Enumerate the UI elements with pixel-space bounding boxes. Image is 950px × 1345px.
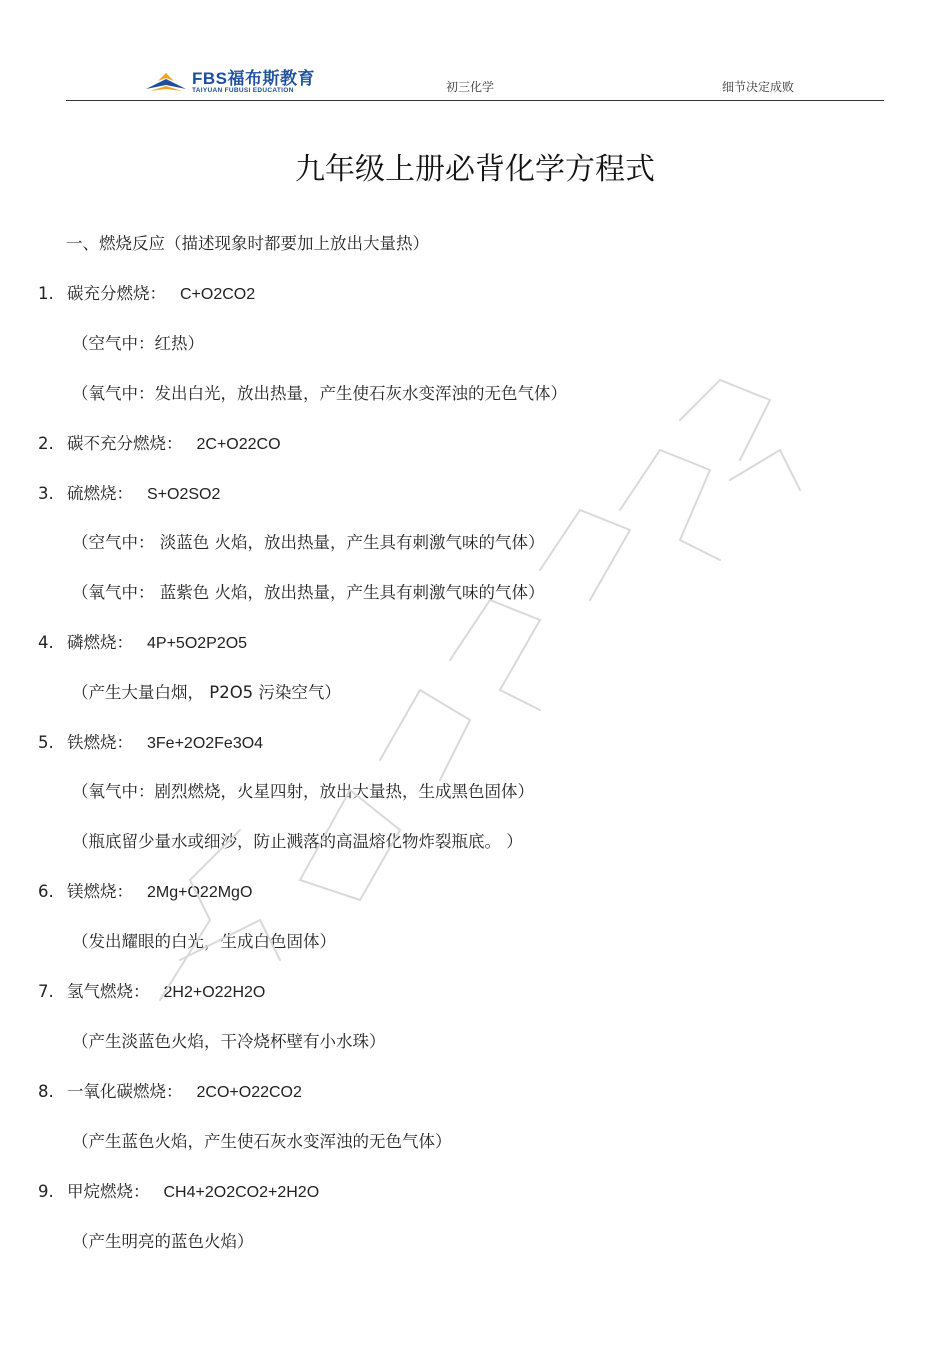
item-equation: 2CO+O22CO2 <box>196 1084 302 1101</box>
item-number: 9. <box>38 1182 54 1201</box>
item-equation: 4P+5O2P2O5 <box>147 635 248 652</box>
logo-main-text: FBS福布斯教育 <box>192 68 315 88</box>
logo-sub-text: TAIYUAN FUBUSI EDUCATION <box>192 86 294 94</box>
item-note: （氧气中：剧烈燃烧，火星四射，放出大量热，生成黑色固体） <box>72 782 534 801</box>
list-item <box>38 1078 302 1102</box>
list-item <box>38 1178 319 1202</box>
item-name: 氢气燃烧： <box>67 982 150 1001</box>
item-number: 3. <box>38 484 54 503</box>
item-equation: 2Mg+O22MgO <box>147 884 253 901</box>
item-equation: 3Fe+2O2Fe3O4 <box>147 735 264 752</box>
item-note: （产生淡蓝色火焰，干冷烧杯壁有小水珠） <box>72 1032 386 1051</box>
page-title: 九年级上册必背化学方程式 <box>295 152 655 187</box>
item-note: （产生明亮的蓝色火焰） <box>72 1232 254 1251</box>
item-name: 铁燃烧： <box>67 733 133 752</box>
header-subject: 初三化学 <box>446 80 495 94</box>
item-number: 4. <box>38 633 54 652</box>
item-name: 碳不充分燃烧： <box>67 434 183 453</box>
section-heading: 一、燃烧反应（描述现象时都要加上放出大量热） <box>66 234 429 253</box>
item-note: （氧气中：发出白光，放出热量，产生使石灰水变浑浊的无色气体） <box>72 384 567 403</box>
item-number: 5. <box>38 733 54 752</box>
page-header <box>66 62 884 101</box>
item-note: （氧气中： 蓝紫色 火焰，放出热量，产生具有刺激气味的气体） <box>72 583 545 602</box>
logo <box>144 68 315 96</box>
item-number: 1. <box>38 284 54 303</box>
item-name: 磷燃烧： <box>67 633 133 652</box>
item-equation: CH4+2O2CO2+2H2O <box>163 1184 320 1201</box>
item-name: 甲烷燃烧： <box>67 1182 150 1201</box>
item-name: 碳充分燃烧： <box>67 284 166 303</box>
item-note: （发出耀眼的白光，生成白色固体） <box>72 932 336 951</box>
list-item <box>38 280 255 304</box>
item-number: 6. <box>38 882 54 901</box>
item-name: 一氧化碳燃烧： <box>67 1082 183 1101</box>
item-note: （产生大量白烟， P2O5 污染空气） <box>72 683 341 702</box>
list-item <box>38 480 220 504</box>
header-motto: 细节决定成败 <box>722 80 795 94</box>
item-equation: C+O2CO2 <box>180 286 256 303</box>
list-item <box>38 430 281 454</box>
book-logo-icon <box>144 69 188 95</box>
item-note: （产生蓝色火焰，产生使石灰水变浑浊的无色气体） <box>72 1132 452 1151</box>
item-equation: 2H2+O22H2O <box>163 984 266 1001</box>
list-item <box>38 629 247 653</box>
item-note: （空气中： 淡蓝色 火焰，放出热量，产生具有刺激气味的气体） <box>72 533 545 552</box>
item-name: 硫燃烧： <box>67 484 133 503</box>
item-equation: 2C+O22CO <box>196 436 281 453</box>
list-item <box>38 878 252 902</box>
item-name: 镁燃烧： <box>67 882 133 901</box>
item-number: 8. <box>38 1082 54 1101</box>
item-equation: S+O2SO2 <box>147 486 221 503</box>
item-number: 7. <box>38 982 54 1001</box>
item-note: （空气中：红热） <box>72 334 204 353</box>
list-item <box>38 978 265 1002</box>
item-number: 2. <box>38 434 54 453</box>
list-item <box>38 729 263 753</box>
item-note: （瓶底留少量水或细沙，防止溅落的高温熔化物炸裂瓶底。 ） <box>72 832 523 851</box>
